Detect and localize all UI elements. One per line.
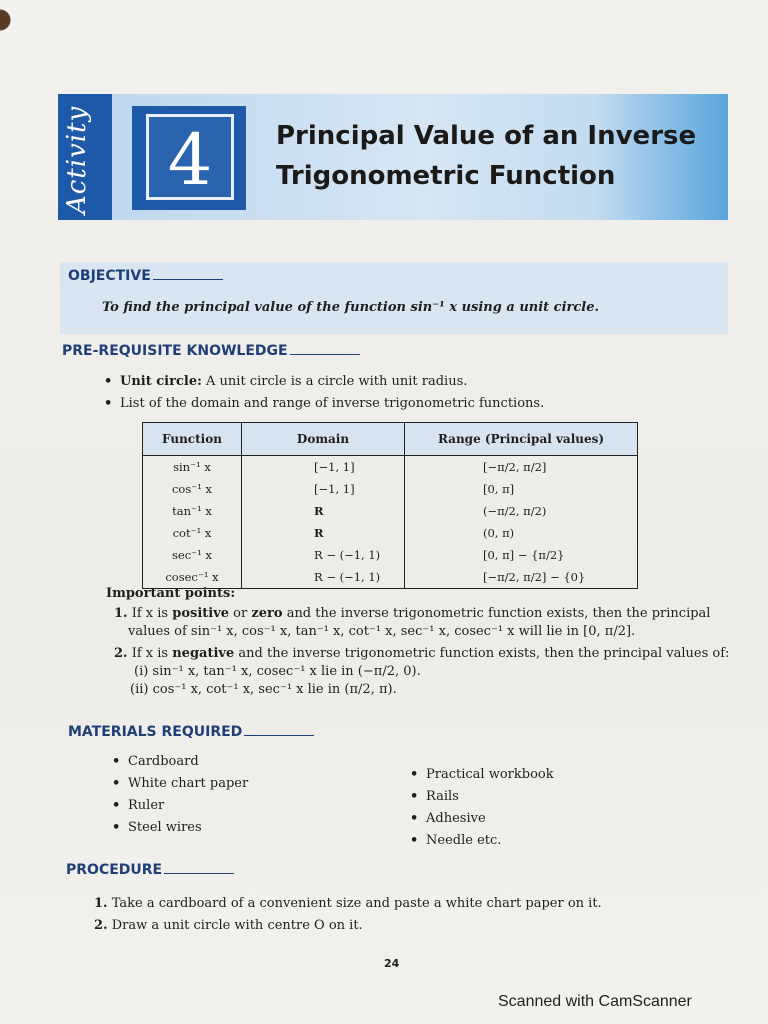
- cell-domain: [−1, 1]: [242, 478, 405, 500]
- col-domain: Domain: [242, 423, 405, 456]
- materials-left-list: [108, 751, 248, 839]
- materials-heading: MATERIALS REQUIRED: [68, 724, 314, 740]
- cell-range: [0, π] − {π/2}: [405, 544, 638, 566]
- cell-range: (0, π): [405, 522, 638, 544]
- procedure-step: [94, 918, 363, 933]
- cell-domain: [−1, 1]: [242, 456, 405, 479]
- cell-domain: R: [242, 500, 405, 522]
- cell-function: tan⁻¹ x: [143, 500, 242, 522]
- important-point-2: [114, 645, 730, 699]
- point-text: and the inverse trigonometric function exists, then the principal: [286, 606, 711, 621]
- domain-range-table: [142, 422, 638, 589]
- important-point-1: [114, 605, 730, 641]
- list-item: • List of the domain and range of inverse trigonometric functions.: [100, 393, 544, 415]
- cell-range: (−π/2, π/2): [405, 500, 638, 522]
- table-row: [143, 522, 638, 544]
- table-row: [143, 544, 638, 566]
- prerequisite-heading: PRE-REQUISITE KNOWLEDGE: [62, 343, 360, 359]
- cell-function: cos⁻¹ x: [143, 478, 242, 500]
- cell-domain: R − (−1, 1): [242, 544, 405, 566]
- activity-label: Activity: [62, 105, 92, 214]
- step-number: 1.: [94, 896, 108, 911]
- list-item: • Cardboard: [108, 751, 248, 773]
- list-item: • White chart paper: [108, 773, 248, 795]
- scanner-watermark: Scanned with CamScanner: [498, 993, 692, 1010]
- cell-range: [−π/2, π/2] − {0}: [405, 566, 638, 589]
- page-number: 24: [384, 957, 400, 970]
- point-text: If x is: [131, 606, 169, 621]
- point-text: and the inverse trigonometric function exists, then the principal values of:: [238, 646, 730, 661]
- objective-heading: OBJECTIVE: [68, 268, 223, 284]
- point-number: 1.: [114, 606, 128, 621]
- activity-number: 4: [146, 114, 234, 200]
- cell-function: cosec⁻¹ x: [143, 566, 242, 589]
- col-range: Range (Principal values): [405, 423, 638, 456]
- list-item: • Steel wires: [108, 817, 248, 839]
- list-item: • Adhesive: [406, 808, 554, 830]
- list-item: • Practical workbook: [406, 764, 554, 786]
- important-heading: Important points:: [106, 586, 236, 601]
- objective-text: To find the principal value of the function sin⁻¹ x using a unit circle.: [102, 300, 600, 315]
- col-function: Function: [143, 423, 242, 456]
- procedure-step: [94, 896, 602, 911]
- page-binding-shadow: [0, 0, 14, 60]
- cell-domain: R − (−1, 1): [242, 566, 405, 589]
- list-item: • Rails: [406, 786, 554, 808]
- materials-right-list: [406, 764, 554, 852]
- point-text: If x is: [131, 646, 169, 661]
- cell-domain: R: [242, 522, 405, 544]
- cell-function: cot⁻¹ x: [143, 522, 242, 544]
- point-sub-ii: (ii) cos⁻¹ x, cot⁻¹ x, sec⁻¹ x lie in (π/2, π).: [130, 682, 397, 697]
- title-line-1: Principal Value of an Inverse: [276, 121, 697, 151]
- procedure-heading: PROCEDURE: [66, 862, 234, 878]
- unit-circle-text: A unit circle is a circle with unit radius.: [206, 374, 468, 389]
- cell-range: [0, π]: [405, 478, 638, 500]
- table-row: [143, 478, 638, 500]
- cell-function: sin⁻¹ x: [143, 456, 242, 479]
- cell-function: sec⁻¹ x: [143, 544, 242, 566]
- title-line-2: Trigonometric Function: [276, 161, 616, 191]
- point-number: 2.: [114, 646, 128, 661]
- step-text: Draw a unit circle with centre O on it.: [111, 918, 363, 933]
- activity-title: [276, 116, 716, 196]
- point-text: or: [233, 606, 248, 621]
- step-text: Take a cardboard of a convenient size and paste a white chart paper on it.: [111, 896, 602, 911]
- unit-circle-label: Unit circle:: [120, 374, 202, 389]
- list-item: • Needle etc.: [406, 830, 554, 852]
- point-sub-i: (i) sin⁻¹ x, tan⁻¹ x, cosec⁻¹ x lie in (−π/2, 0).: [134, 664, 421, 679]
- list-item: • Ruler: [108, 795, 248, 817]
- step-number: 2.: [94, 918, 108, 933]
- point-keyword: zero: [251, 606, 283, 621]
- point-keyword: positive: [172, 606, 230, 621]
- point-keyword: negative: [172, 646, 235, 661]
- prerequisite-list: [100, 371, 544, 415]
- table-header-row: [143, 423, 638, 456]
- table-row: [143, 456, 638, 479]
- cell-range: [−π/2, π/2]: [405, 456, 638, 479]
- table-row: [143, 500, 638, 522]
- point-text: values of sin⁻¹ x, cos⁻¹ x, tan⁻¹ x, cot⁻¹ x, sec⁻¹ x, cosec⁻¹ x will lie in [0, π/2].: [128, 624, 636, 639]
- list-item: [100, 371, 544, 393]
